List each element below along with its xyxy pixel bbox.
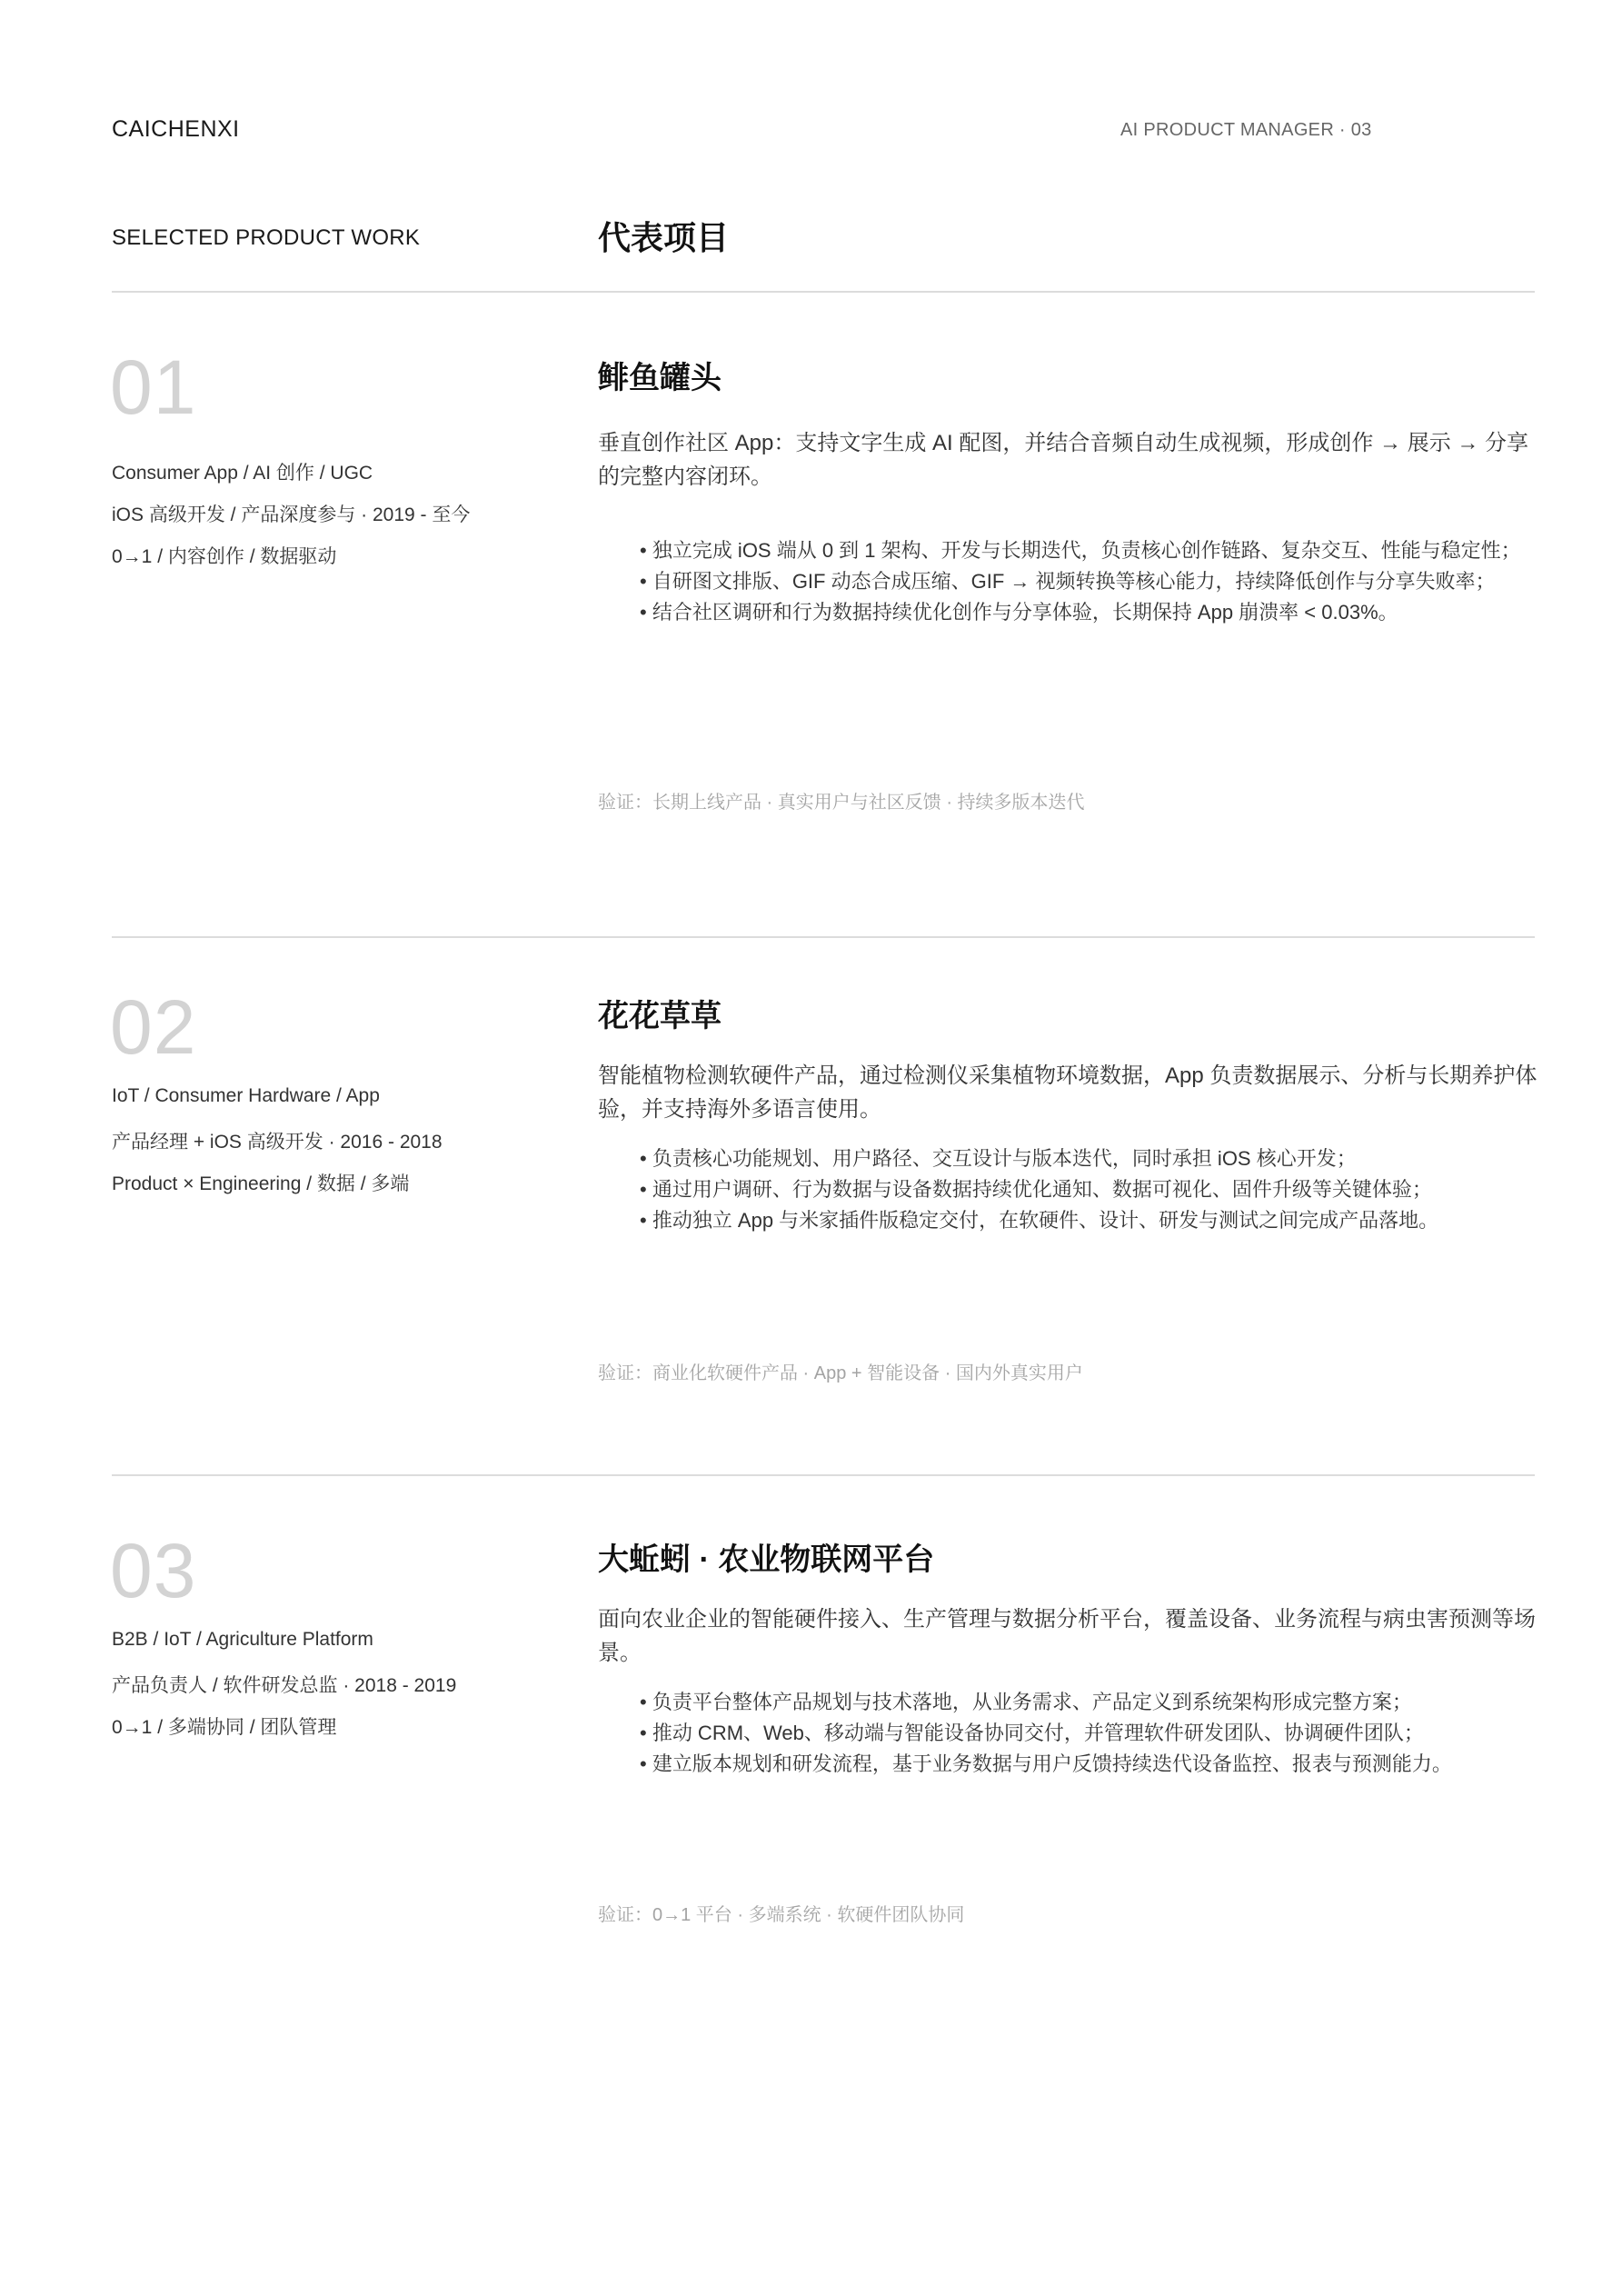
project-title: 鲱鱼罐头: [598, 361, 721, 395]
bullet-item: • 建立版本规划和研发流程，基于业务数据与用户反馈持续迭代设备监控、报表与预测能力。: [640, 1752, 1452, 1775]
section-label: SELECTED PRODUCT WORK: [112, 225, 421, 250]
bullet-item: • 结合社区调研和行为数据持续优化创作与分享体验，长期保持 App 崩溃率 < 0.03%。: [640, 601, 1398, 624]
project-divider: [112, 1474, 1535, 1476]
section-title: 代表项目: [598, 219, 730, 256]
project-verification: 验证：0→1 平台 · 多端系统 · 软硬件团队协同: [598, 1905, 965, 1925]
project-meta-tags: Product × Engineering / 数据 / 多端: [112, 1173, 410, 1194]
project-meta-category: IoT / Consumer Hardware / App: [112, 1085, 380, 1106]
section-divider: [112, 291, 1535, 293]
project-bullets: [640, 1687, 1539, 1780]
project-bullets: [640, 535, 1539, 628]
project-meta-category: Consumer App / AI 创作 / UGC: [112, 463, 373, 484]
brand-name: CAICHENXI: [112, 116, 240, 142]
project-number: 02: [110, 984, 197, 1070]
project-meta-tags: 0→1 / 多端协同 / 团队管理: [112, 1717, 337, 1738]
project-title: 花花草草: [598, 999, 721, 1033]
bullet-item: • 负责核心功能规划、用户路径、交互设计与版本迭代，同时承担 iOS 核心开发；: [640, 1147, 1357, 1170]
bullet-item: • 独立完成 iOS 端从 0 到 1 架构、开发与长期迭代，负责核心创作链路、复杂交互、性能与稳定性；: [640, 539, 1521, 562]
project-description: 智能植物检测软硬件产品，通过检测仪采集植物环境数据，App 负责数据展示、分析与长期养护体验，并支持海外多语言使用。: [598, 1063, 1537, 1122]
project-title: 大蚯蚓 · 农业物联网平台: [598, 1542, 935, 1577]
page-meta: AI PRODUCT MANAGER · 03: [1120, 120, 1372, 140]
bullet-item: • 自研图文排版、GIF 动态合成压缩、GIF → 视频转换等核心能力，持续降低创作与分享失败率；: [640, 570, 1496, 593]
project-meta-role: 产品负责人 / 软件研发总监 · 2018 - 2019: [112, 1675, 457, 1696]
bullet-item: • 推动 CRM、Web、移动端与智能设备协同交付，并管理软件研发团队、协调硬件团队；: [640, 1722, 1424, 1744]
bullet-item: • 通过用户调研、行为数据与设备数据持续优化通知、数据可视化、固件升级等关键体验；: [640, 1178, 1432, 1201]
project-verification: 验证：商业化软硬件产品 · App + 智能设备 · 国内外真实用户: [598, 1363, 1083, 1383]
project-meta-tags: 0→1 / 内容创作 / 数据驱动: [112, 546, 337, 567]
project-number: 01: [110, 344, 197, 430]
bullet-item: • 负责平台整体产品规划与技术落地，从业务需求、产品定义到系统架构形成完整方案；: [640, 1691, 1412, 1713]
project-meta-category: B2B / IoT / Agriculture Platform: [112, 1629, 373, 1650]
project-bullets: [640, 1143, 1539, 1236]
project-meta-role: 产品经理 + iOS 高级开发 · 2016 - 2018: [112, 1132, 443, 1153]
project-description: 面向农业企业的智能硬件接入、生产管理与数据分析平台，覆盖设备、业务流程与病虫害预测等场景。: [598, 1607, 1536, 1665]
project-verification: 验证：长期上线产品 · 真实用户与社区反馈 · 持续多版本迭代: [598, 793, 1085, 813]
project-description: 垂直创作社区 App：支持文字生成 AI 配图，并结合音频自动生成视频，形成创作 → 展示 → 分享的完整内容闭环。: [598, 431, 1529, 489]
project-meta-role: iOS 高级开发 / 产品深度参与 · 2019 - 至今: [112, 504, 471, 525]
bullet-item: • 推动独立 App 与米家插件版稳定交付，在软硬件、设计、研发与测试之间完成产品落地。: [640, 1209, 1439, 1232]
project-number: 03: [110, 1528, 197, 1613]
project-divider: [112, 936, 1535, 938]
